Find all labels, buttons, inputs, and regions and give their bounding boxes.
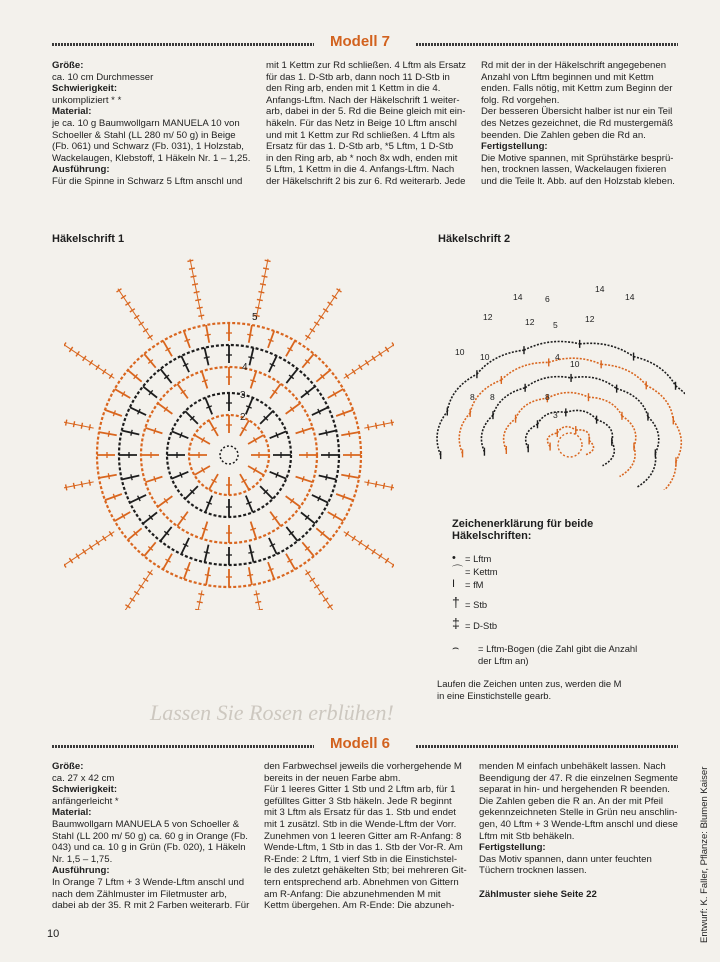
text-line: unkompliziert * *	[52, 94, 122, 106]
stitch-bar	[131, 430, 132, 436]
chain-arc	[459, 413, 470, 454]
diagram2-chart	[435, 280, 685, 490]
stitch-mark	[128, 528, 142, 540]
leg-line	[364, 482, 394, 494]
chain-arc	[588, 397, 621, 416]
chain-arc	[566, 410, 597, 419]
round-label: 14	[625, 292, 635, 302]
subheading: Ausführung:	[52, 865, 110, 877]
stitch-bar	[205, 575, 211, 576]
chain-arc	[571, 377, 617, 389]
legend-label: = Lftm	[465, 553, 492, 564]
round-label: 5	[553, 320, 558, 330]
stitch-bar	[154, 476, 156, 482]
subheading: Schwierigkeit:	[52, 83, 118, 95]
text-line: 5 Lftm, 1 Kettm in die 4. Anfangs-Lftm. Nach	[266, 164, 455, 176]
stitch-bar	[131, 474, 132, 480]
chain-arc	[622, 416, 636, 447]
credit-text: Entwurf: K. Faller, Pflanze: Blumen Kaiser	[699, 766, 710, 943]
text-line: Anfangs-Lftm. Nach der Häkelschrift 1 weiter-	[266, 94, 460, 106]
round-label: 3	[240, 390, 246, 401]
stitch-bar	[326, 474, 327, 480]
text-line: der Häkelschrift 2 bis zur 6. Rd weiterarb. Jede	[266, 175, 466, 187]
text-line: mit 1 zusätzl. Stb in die Wende-Lftm der Vorr.	[264, 818, 457, 830]
round-label: 2	[240, 412, 246, 423]
stitch-mark	[249, 545, 253, 563]
text-line: mit 1 Kettm zur Rd schließen. 4 Lftm als Ersatz	[266, 60, 466, 71]
header-rule-right	[416, 43, 678, 46]
stitch-mark	[206, 567, 209, 585]
subheading: Schwierigkeit:	[52, 784, 118, 796]
text-line: den Farbwechsel jeweils die vorhergehende M	[264, 761, 462, 772]
chain-arc	[673, 420, 681, 461]
stitch-mark	[158, 496, 173, 507]
stitch-bar	[248, 357, 254, 358]
leg-line	[190, 590, 202, 610]
stitch-mark	[286, 403, 301, 414]
chain-arc	[525, 377, 571, 388]
chain-arc	[654, 461, 676, 490]
round-label: 4	[555, 352, 560, 362]
legend-title-2: Häkelschriften:	[452, 530, 532, 542]
diagram1-title: Häkelschrift 1	[52, 233, 125, 245]
stitch-bar	[250, 380, 256, 382]
text-line: Beendigung der 47. R die einzelnen Segmente	[479, 772, 678, 784]
legend-symbol: †	[452, 594, 460, 610]
round-label: 14	[513, 292, 523, 302]
modell6-col1	[52, 761, 252, 912]
stitch-bar	[202, 380, 208, 382]
stitch-mark	[341, 432, 359, 435]
chain-arc	[601, 364, 646, 385]
chain-arc	[501, 362, 548, 380]
text-line: am R-Anfang: Die abzunehmenden M mit	[264, 888, 441, 900]
text-line: Kettm übergehen. Am R-Ende: Die abzuneh-	[264, 900, 455, 912]
header-rule-left	[52, 43, 314, 46]
stitch-mark	[319, 475, 337, 479]
text-line: R-Ende: 2 Lftm, 1 vierf Stb in die Einstichstel-	[264, 853, 458, 865]
chain-arc	[526, 424, 538, 448]
text-line: Der besseren Übersicht halber ist nur ein Teil	[481, 106, 673, 118]
text-line: Tüchern trocknen lassen.	[479, 865, 587, 877]
chain-arc	[580, 343, 634, 356]
text-line: den Ring arb, enden mit 1 Kettm in die 4.	[266, 83, 441, 95]
subheading: Fertigstellung:	[479, 842, 546, 854]
text-line: bereits in der neuen Farbe abm.	[264, 772, 401, 784]
stitch-mark	[249, 348, 253, 366]
center-ring	[220, 446, 238, 464]
stitch-mark	[160, 527, 171, 541]
chain-arc	[504, 419, 516, 450]
stitch-bar	[326, 430, 327, 436]
legend-label: = D-Stb	[465, 620, 498, 631]
text-line: anfängerleicht *	[52, 795, 119, 807]
stitch-mark	[260, 486, 273, 499]
legend-label: = Stb	[465, 599, 488, 610]
legend-title-1: Zeichenerklärung für beide	[452, 518, 594, 530]
text-line: Wackelaugen, Klebstoff, 1 Häkeln Nr. 1 – 1,25.	[52, 152, 251, 164]
stitch-mark	[158, 403, 173, 414]
stitch-mark	[286, 496, 301, 507]
leg-line	[64, 416, 94, 428]
round-label: 4	[242, 362, 248, 373]
round-label: 12	[525, 317, 535, 327]
text-line: Ersatz für das 1. D-Stb arb, *5 Lftm, 1 D-Stb	[266, 141, 454, 153]
stitch-bar	[204, 552, 210, 553]
stitch-mark	[144, 542, 156, 556]
text-line: 043) und ca. 10 g in Grün (Fb. 020), 1 Häkeln	[52, 842, 246, 854]
modell6-col3	[479, 761, 683, 900]
chain-arc	[597, 420, 613, 442]
chain-arc	[524, 341, 580, 350]
stitch-mark	[301, 512, 315, 523]
subheading: Fertigstellung:	[481, 141, 548, 153]
subheading: Material:	[52, 807, 92, 819]
text-line: Zunehmen von 1 leeren Gitter am R-Anfang: 8	[264, 830, 462, 842]
stitch-bar	[247, 575, 253, 576]
stitch-mark	[143, 512, 157, 523]
stitch-mark	[319, 431, 337, 435]
stitch-bar	[250, 528, 256, 530]
stitch-mark	[160, 369, 171, 383]
chain-arc	[676, 386, 685, 426]
stitch-mark	[249, 325, 252, 343]
subheading: Größe:	[52, 60, 84, 71]
page-number: 10	[47, 928, 60, 940]
modell6-col2	[264, 761, 474, 912]
text-line: In Orange 7 Lftm + 3 Wende-Lftm anschl und	[52, 876, 245, 888]
stitch-mark	[99, 475, 117, 478]
round-label: 14	[595, 284, 605, 294]
text-line: dabei ab der 35. R mit 2 Farben weiterarb. Für	[52, 900, 250, 912]
leg-line	[118, 570, 152, 610]
text-line: ca. 10 cm Durchmesser	[52, 71, 154, 83]
text-line: Anzahl von Lftm beginnen und mit Kettm	[481, 71, 654, 83]
legend-label: = fM	[465, 579, 484, 590]
stitch-mark	[177, 384, 188, 399]
chain-arc	[547, 393, 588, 399]
chain-arc	[648, 417, 659, 454]
text-line: tern entsprechend arb. Abnehmen von Gittern	[264, 876, 459, 888]
subheading: Größe:	[52, 761, 84, 772]
stitch-mark	[302, 354, 314, 368]
legend-note-2: in eine Einstichstelle gearb.	[437, 690, 552, 701]
text-line: Schoeller & Stahl (LL 280 m/ 50 g) in Beige	[52, 129, 236, 141]
text-line: mit 3 Lftm als Ersatz für das 1. Stb und endet	[264, 807, 456, 819]
header2-rule-left	[52, 745, 314, 748]
chain-arc	[481, 415, 493, 452]
chain-arc	[516, 398, 548, 418]
text-line: Wende-Lftm, 1 Stb in das 1. Stb der Vor-R. Am	[264, 842, 463, 854]
legend-symbol: •	[452, 552, 456, 564]
text-line: Rd mit der in der Häkelschrift angegebenen	[481, 60, 667, 71]
legend-symbol: I	[452, 578, 456, 590]
text-line: je ca. 10 g Baumwollgarn MANUELA 10 von	[52, 117, 240, 129]
stitch-mark	[249, 567, 252, 585]
legend-label: = Lftm-Bogen (die Zahl gibt die Anzahl	[478, 643, 638, 654]
chain-arc	[493, 388, 525, 415]
text-line: Lftm mit Stb behäkeln.	[479, 830, 575, 842]
text-line: Nr. 1,5 – 1,75.	[52, 853, 113, 865]
legend-note-1: Laufen die Zeichen unten zus, werden die M	[437, 678, 622, 689]
stitch-bar	[349, 431, 350, 437]
chain-arc	[620, 447, 636, 477]
text-line: arb, dabei in der 5. Rd die Beine gleich mit ein-	[266, 106, 466, 118]
text-line: folg. Rd vorgehen.	[481, 94, 560, 106]
text-line: beenden. Die Zahlen geben die Rd an.	[481, 129, 646, 141]
stitch-bar	[248, 552, 254, 553]
center-ring	[558, 433, 582, 457]
subheading: Zählmuster siehe Seite 22	[479, 888, 597, 900]
stitch-mark	[270, 384, 281, 399]
chain-arc	[557, 427, 575, 433]
stitch-mark	[206, 325, 209, 343]
chain-arc	[547, 433, 557, 447]
stitch-mark	[185, 486, 198, 499]
stitch-mark	[122, 431, 140, 435]
round-label: 6	[545, 294, 550, 304]
stitch-mark	[143, 386, 157, 397]
text-line: häkeln. Für das Netz in Beige 10 Lftm anschl	[266, 117, 457, 129]
text-line: separat in hin- und hergehenden R beenden.	[479, 784, 670, 796]
stitch-bar	[108, 473, 109, 479]
modell7-col3	[481, 60, 683, 188]
text-line: für das 1. D-Stb arb, dann noch 11 D-Stb in	[266, 71, 450, 83]
round-label: 10	[455, 347, 465, 357]
text-line: Stahl (LL 200 m/ 50 g) ca. 60 g in Orange (Fb.	[52, 830, 248, 842]
modell7-col1	[52, 60, 252, 188]
text-line: Baumwollgarn MANUELA 5 von Schoeller &	[52, 818, 240, 830]
stitch-mark	[99, 432, 117, 435]
legend-label: = Kettm	[465, 566, 498, 577]
stitch-mark	[205, 545, 209, 563]
stitch-mark	[286, 369, 297, 383]
modell7-col2	[266, 60, 474, 188]
text-line: Die Zahlen geben die R an. An der mit Pfeil	[479, 795, 663, 807]
chain-arc	[537, 412, 565, 424]
diagram2-title: Häkelschrift 2	[438, 233, 511, 245]
chain-arc	[437, 412, 447, 456]
stitch-bar	[302, 476, 304, 482]
legend-label: der Lftm an)	[478, 655, 529, 666]
stitch-mark	[260, 411, 273, 424]
round-label: 12	[483, 312, 493, 322]
text-line: hen, trocknen lassen, Wackelaugen fixieren	[481, 164, 667, 176]
stitch-mark	[122, 475, 140, 479]
subheading: Ausführung:	[52, 164, 110, 176]
stitch-mark	[270, 512, 281, 527]
leg-line	[118, 289, 152, 341]
text-line: (Fb. 061) und Schwarz (Fb. 031), 1 Holzstab,	[52, 141, 244, 153]
text-line: gefülltes Gitter 3 Stb häkeln. Jede R beginnt	[264, 795, 452, 807]
stitch-bar	[349, 473, 350, 479]
round-label: 3	[553, 410, 558, 420]
text-line: Die Motive spannen, mit Sprühstärke besprü-	[481, 152, 674, 164]
stitch-mark	[286, 527, 297, 541]
chain-arc	[646, 385, 673, 420]
text-line: enden. Falls nötig, mit Kettm zum Beginn der	[481, 83, 673, 95]
round-label: 12	[585, 314, 595, 324]
text-line: und die Teile lt. Abb. auf den Holzstab kleben.	[481, 175, 675, 187]
text-line: ca. 27 x 42 cm	[52, 772, 115, 784]
leg-line	[364, 416, 394, 428]
leg-line	[306, 289, 340, 341]
faded-background-text: Lassen Sie Rosen erblühen!	[150, 700, 394, 725]
stitch-bar	[154, 428, 156, 434]
round-label: 5	[252, 312, 258, 323]
leg-line	[256, 590, 268, 610]
text-line: Das Motiv spannen, dann unter feuchten	[479, 853, 652, 865]
stitch-mark	[177, 512, 188, 527]
round-label: 10	[480, 352, 490, 362]
round-label: 8	[545, 392, 550, 402]
stitch-bar	[205, 334, 211, 335]
stitch-mark	[205, 348, 209, 366]
chain-arc	[603, 442, 615, 466]
stitch-bar	[247, 334, 253, 335]
stitch-bar	[202, 528, 208, 530]
legend-symbol: ⌒	[452, 565, 463, 577]
text-line: gekennzeichneten Stelle in Grün neu anschlin-	[479, 807, 678, 819]
text-line: Für 1 leeres Gitter 1 Stb und 2 Lftm arb, für 1	[264, 784, 456, 796]
legend-symbol: ⌢	[452, 642, 460, 654]
stitch-mark	[128, 370, 142, 382]
round-label: 8	[490, 392, 495, 402]
stitch-mark	[185, 411, 198, 424]
leg-line	[256, 259, 268, 320]
text-line: in den Ring arb, ab * noch 8x wdh, enden mit	[266, 152, 458, 164]
chain-arc	[637, 453, 656, 487]
modell6-title: Modell 6	[330, 735, 391, 752]
subheading: Material:	[52, 106, 92, 118]
stitch-mark	[144, 354, 156, 368]
header2-rule-right	[416, 745, 678, 748]
leg-line	[64, 482, 94, 494]
text-line: menden M einfach unbehäkelt lassen. Nach	[479, 761, 666, 772]
text-line: gen, 40 Lftm + 3 Wende-Lftm anschl und diese	[479, 818, 679, 830]
stitch-bar	[108, 431, 109, 437]
leg-line	[306, 570, 340, 610]
diagram1-chart	[64, 250, 394, 610]
stitch-mark	[316, 528, 330, 540]
stitch-mark	[302, 542, 314, 556]
round-label: 8	[470, 392, 475, 402]
modell7-title: Modell 7	[330, 33, 391, 50]
legend-symbol: ‡	[452, 615, 460, 631]
stitch-mark	[316, 370, 330, 382]
stitch-mark	[341, 475, 359, 478]
leg-line	[190, 259, 202, 320]
text-line: nach dem Zählmuster im Filetmuster arb,	[52, 888, 227, 900]
text-line: le des zuletzt gehäkelten Stb; bei mehreren Git-	[264, 865, 467, 877]
text-line: des Netzes gezeichnet, die Rd mustergemäß	[481, 117, 673, 129]
stitch-bar	[204, 357, 210, 358]
stitch-mark	[301, 386, 315, 397]
round-label: 10	[570, 359, 580, 369]
stitch-bar	[302, 428, 304, 434]
text-line	[479, 877, 683, 889]
chain-arc	[634, 357, 676, 386]
text-line: Für die Spinne in Schwarz 5 Lftm anschl und	[52, 175, 243, 187]
text-line: und mit 1 Kettm zur Rd schließen. 4 Lftm als	[266, 129, 455, 141]
